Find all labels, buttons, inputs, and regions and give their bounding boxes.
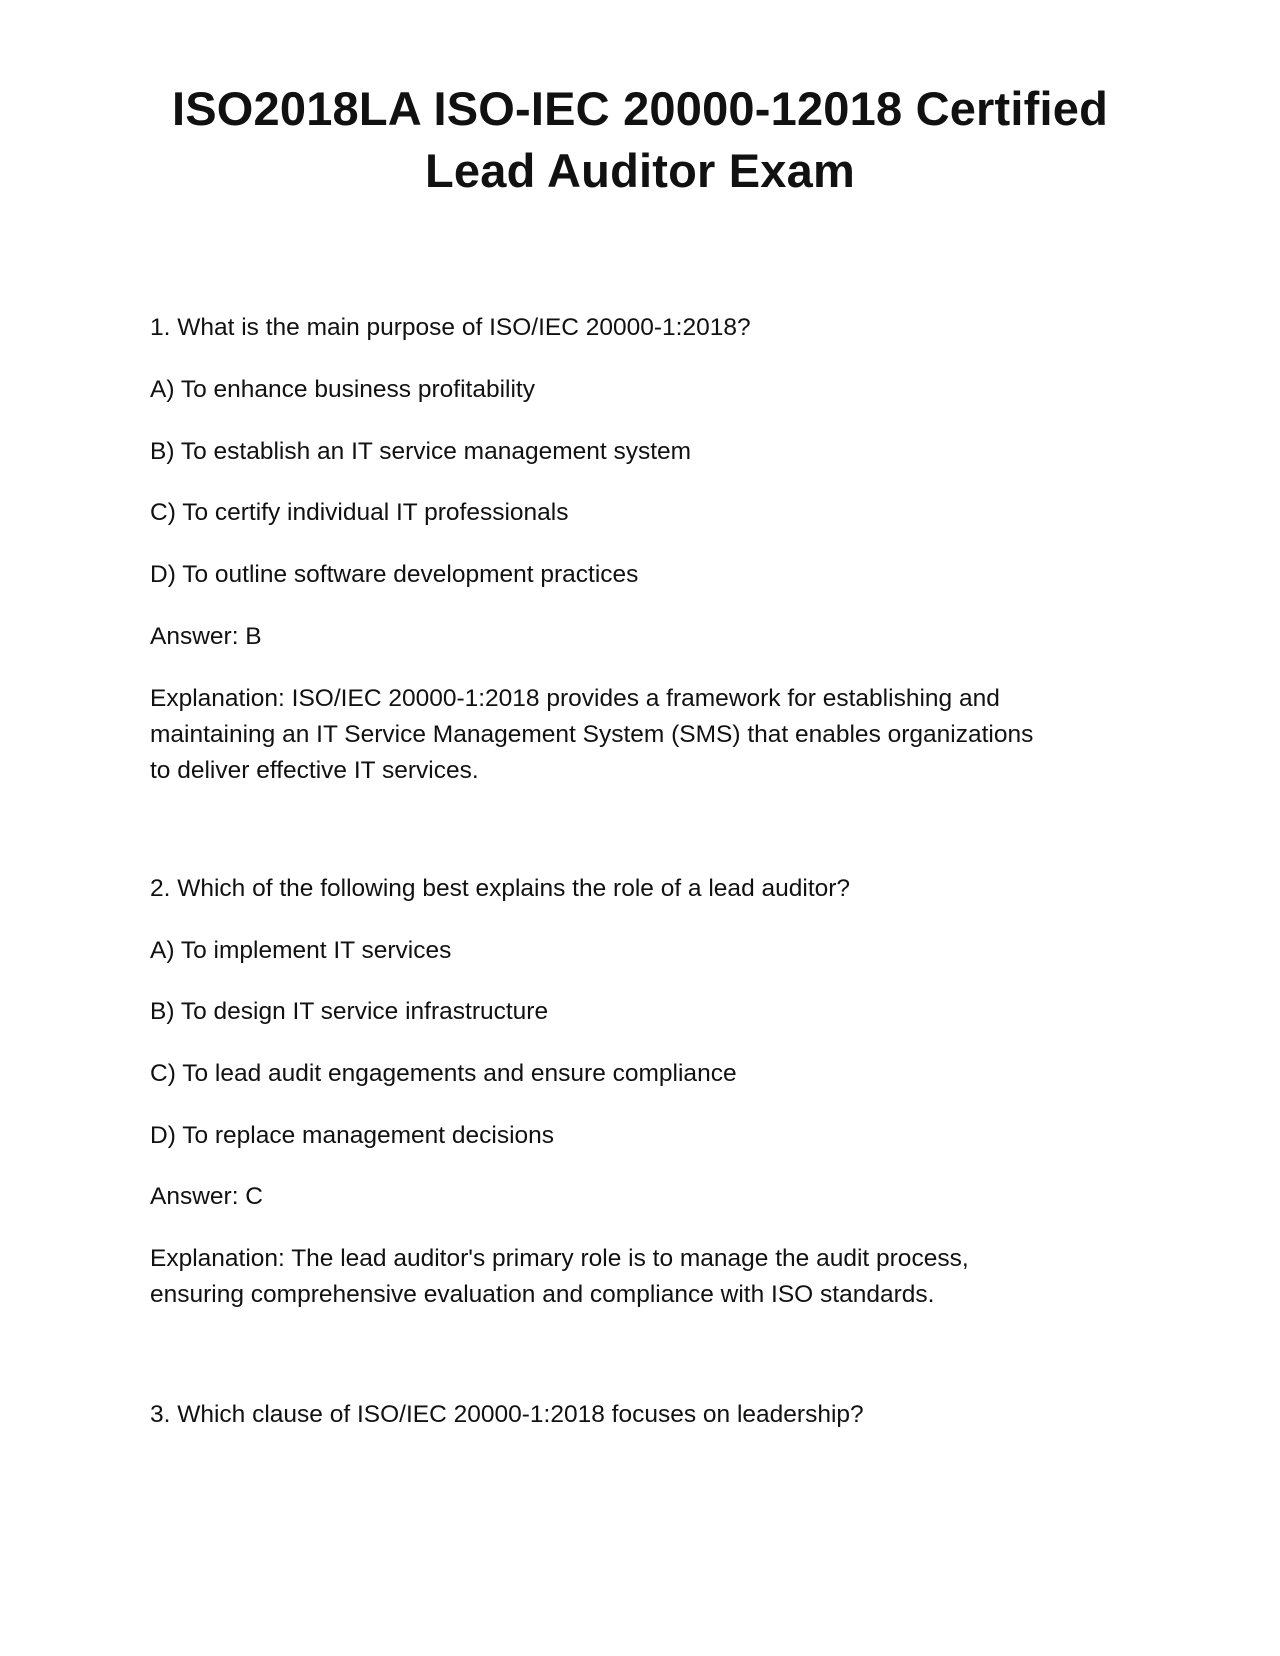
explanation [150,681,1033,789]
option-a: A) To implement IT services [150,937,452,964]
explanation [150,1241,969,1313]
question-text: 2. Which of the following best explains the role of a lead auditor? [150,875,851,902]
page-title [120,78,1160,202]
explanation-line: Explanation: ISO/IEC 20000-1:2018 provides a framework for establishing and [150,685,1000,712]
option-a: A) To enhance business profitability [150,376,535,403]
explanation-line: maintaining an IT Service Management System (SMS) that enables organizations [150,721,1034,748]
title-line: ISO2018LA ISO-IEC 20000-12018 Certified [171,82,1109,135]
explanation-line: ensuring comprehensive evaluation and compliance with ISO standards. [150,1281,935,1308]
question-text: 1. What is the main purpose of ISO/IEC 20000-1:2018? [150,314,751,341]
answer-text: Answer: C [150,1183,264,1210]
option-d: D) To replace management decisions [150,1122,555,1149]
option-c: C) To lead audit engagements and ensure compliance [150,1060,737,1087]
explanation-line: Explanation: The lead auditor's primary role is to manage the audit process, [150,1245,969,1272]
question-text: 3. Which clause of ISO/IEC 20000-1:2018 focuses on leadership? [150,1401,864,1428]
title-line: Lead Auditor Exam [425,144,855,197]
answer-text: Answer: B [150,623,262,650]
explanation-line: to deliver effective IT services. [150,757,479,784]
option-b: B) To establish an IT service management system [150,438,692,465]
option-c: C) To certify individual IT professionals [150,499,569,526]
option-d: D) To outline software development practices [150,561,639,588]
option-b: B) To design IT service infrastructure [150,998,549,1025]
